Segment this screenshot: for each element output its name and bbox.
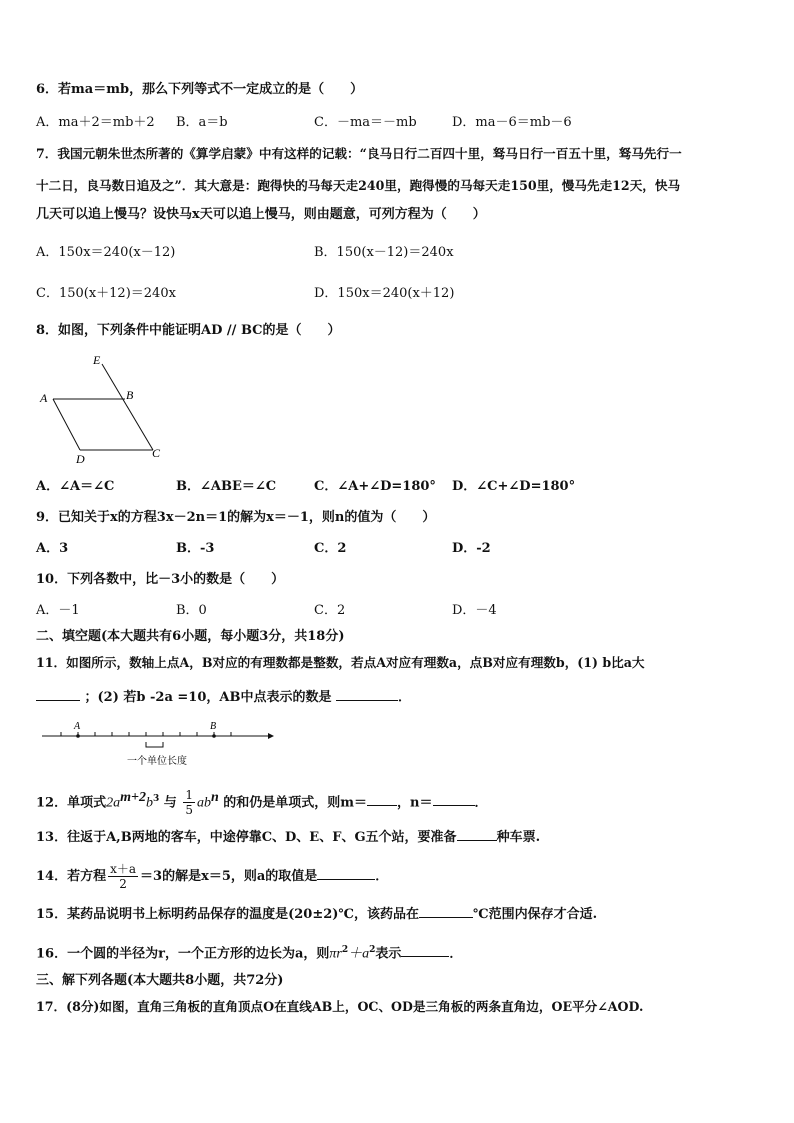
q13-line xyxy=(36,827,540,847)
q10-option-c: C．2 xyxy=(314,603,346,618)
axis-arrow-icon xyxy=(268,733,274,739)
q7-line1: 7．我国元朝朱世杰所著的《算学启蒙》中有这样的记载：“良马日行二百四十里，驽马日行一百五十里，驽马先行一 xyxy=(36,146,682,161)
q13-suffix: 种车票. xyxy=(496,830,541,845)
q8-option-b: B．∠ABE＝∠C xyxy=(176,479,277,494)
q8-stem: 8．如图，下列条件中能证明AD // BC的是（ ） xyxy=(36,323,341,338)
unit-length-label: 一个单位长度 xyxy=(127,756,187,767)
q15-text: 15．某药品说明书上标明药品保存的温度是(20±2)℃，该药品在 xyxy=(36,907,419,922)
q14-prefix: 14．若方程 xyxy=(36,869,107,884)
q14-line: 14．若方程 $\frac{x+a}{2}$ ＝3的解是x＝5，则a的取值是 ． xyxy=(36,862,389,891)
q9-stem: 9．已知关于x的方程3x－2n＝1的解为x＝－1，则n的值为（ ） xyxy=(36,510,436,525)
q11-line1: 11．如图所示，数轴上点A，B对应的有理数都是整数，若点A对应有理数a，点B对应有理数b，(1) b比a大 xyxy=(36,655,645,670)
q12-n-label: ，n＝ xyxy=(397,795,433,811)
q12-with: 与 xyxy=(163,795,177,811)
q16-blank[interactable] xyxy=(401,943,449,957)
q9-option-a: A．3 xyxy=(36,541,69,556)
segment-ad xyxy=(53,399,80,450)
q9-option-c: C．2 xyxy=(314,541,347,556)
q16-expr-plus: ＋a xyxy=(348,946,370,962)
q12-blank-m[interactable] xyxy=(367,792,397,806)
q12-line: 12．单项式$2a^{m+2}b^3$ 与 $\frac{1}{5}$ $ab^n$ 的和仍是单项式，则m＝ ，n＝ ． xyxy=(36,788,488,818)
q8-option-d: D．∠C+∠D=180° xyxy=(452,479,576,494)
q12-mono1-b: b xyxy=(145,795,153,811)
q8-option-a: A．∠A＝∠C xyxy=(36,479,115,494)
q14-frac-num: x＋a xyxy=(110,862,137,876)
q16-expr-exp2: 2 xyxy=(369,945,376,955)
axis-label-b: B xyxy=(210,721,217,732)
q8-option-c: C．∠A+∠D=180° xyxy=(314,479,436,494)
axis-label-a: A xyxy=(74,721,81,732)
q13-blank[interactable] xyxy=(457,827,497,841)
q10-option-d: D．－4 xyxy=(452,603,497,618)
q12-frac-num: 1 xyxy=(185,788,193,803)
q6-option-d: D．ma－6＝mb－6 xyxy=(452,115,572,130)
q15-line xyxy=(36,904,597,924)
q9-option-b: B．-3 xyxy=(176,541,215,556)
q10-stem: 10．下列各数中，比－3小的数是（ ） xyxy=(36,572,285,587)
q12-blank-n[interactable] xyxy=(433,792,475,806)
q7-line3: 几天可以追上慢马？设快马x天可以追上慢马，则由题意，可列方程为（ ） xyxy=(36,207,486,222)
q14-blank[interactable] xyxy=(317,866,375,880)
q12-frac-den: 5 xyxy=(185,803,193,818)
q7-option-b: B．150(x－12)＝240x xyxy=(314,245,454,260)
point-b xyxy=(212,734,216,738)
segment-ec xyxy=(102,364,153,450)
q11-blank-1[interactable] xyxy=(36,687,80,701)
label-d: D xyxy=(76,452,85,466)
q11-blank-2[interactable] xyxy=(336,687,398,701)
q16-text: 16．一个圆的半径为r，一个正方形的边长为a，则 xyxy=(36,946,330,962)
q12-mono1-b-exp: 3 xyxy=(152,794,160,804)
q10-option-a: A．－1 xyxy=(36,603,80,618)
q16-expr: πr xyxy=(329,946,342,962)
q14-fraction xyxy=(108,862,138,891)
q14-mid: ＝3的解是x＝5，则a的取值是 xyxy=(140,869,318,884)
section-3-heading: 三、解下列各题(本大题共8小题，共72分) xyxy=(36,973,284,988)
label-b: B xyxy=(126,388,134,402)
q12-mono2: ab xyxy=(196,795,211,811)
q6-option-b: B．a＝b xyxy=(176,115,228,130)
q7-option-d: D．150x＝240(x＋12) xyxy=(314,286,455,301)
q14-frac-den: 2 xyxy=(119,877,127,891)
q8-parallelogram-figure xyxy=(36,348,176,470)
point-a xyxy=(76,734,80,738)
q12-fraction xyxy=(183,788,195,817)
q7-option-c: C．150(x＋12)＝240x xyxy=(36,286,176,301)
q7-line2: 十二日，良马数日追及之”．其大意是：跑得快的马每天走240里，跑得慢的马每天走150里，慢马先走12天，快马 xyxy=(36,178,681,193)
q11-line2-text: ；(2) 若b -2a =10，AB中点表示的数是 xyxy=(84,690,332,705)
label-e: E xyxy=(93,353,101,367)
q6-option-c: C．－ma＝－mb xyxy=(314,115,417,130)
q6-option-a: A．ma＋2＝mb＋2 xyxy=(36,115,155,130)
q15-suffix: ℃范围内保存才合适. xyxy=(473,907,598,922)
unit-bracket xyxy=(146,742,163,747)
q12-mono2-exp: n xyxy=(210,790,219,805)
q6-stem: 6．若ma＝mb，那么下列等式不一定成立的是（ ） xyxy=(36,82,364,97)
label-c: C xyxy=(152,446,161,460)
label-a: A xyxy=(40,391,48,405)
q12-suffix: 的和仍是单项式，则m＝ xyxy=(223,795,368,811)
axis-ticks xyxy=(61,732,231,736)
q13-text: 13．往返于A,B两地的客车，中途停靠C、D、E、F、G五个站，要准备 xyxy=(36,830,457,845)
q7-option-a: A．150x＝240(x－12) xyxy=(36,245,176,260)
q15-blank[interactable] xyxy=(419,904,473,918)
q16-suffix: 表示 xyxy=(375,946,402,962)
q12-mono1: 2a xyxy=(106,795,121,811)
q11-line2: ；(2) 若b -2a =10，AB中点表示的数是 ． xyxy=(36,687,411,707)
q9-option-d: D．-2 xyxy=(452,541,491,556)
q12-prefix: 12．单项式 xyxy=(36,795,107,811)
q17-text: 17．(8分)如图，直角三角板的直角顶点O在直线AB上，OC、OD是三角板的两条直角边，OE平分∠AOD. xyxy=(36,999,644,1014)
q16-line: 16．一个圆的半径为r，一个正方形的边长为a，则$\pi r^2+a^2$表示 ． xyxy=(36,945,463,962)
section-2-heading: 二、填空题(本大题共有6小题，每小题3分，共18分) xyxy=(36,629,345,644)
q11-number-line xyxy=(40,718,276,770)
q12-mono1-exp: m+2 xyxy=(120,790,146,805)
q16-expr-exp1: 2 xyxy=(341,945,349,955)
q10-option-b: B．0 xyxy=(176,603,207,618)
